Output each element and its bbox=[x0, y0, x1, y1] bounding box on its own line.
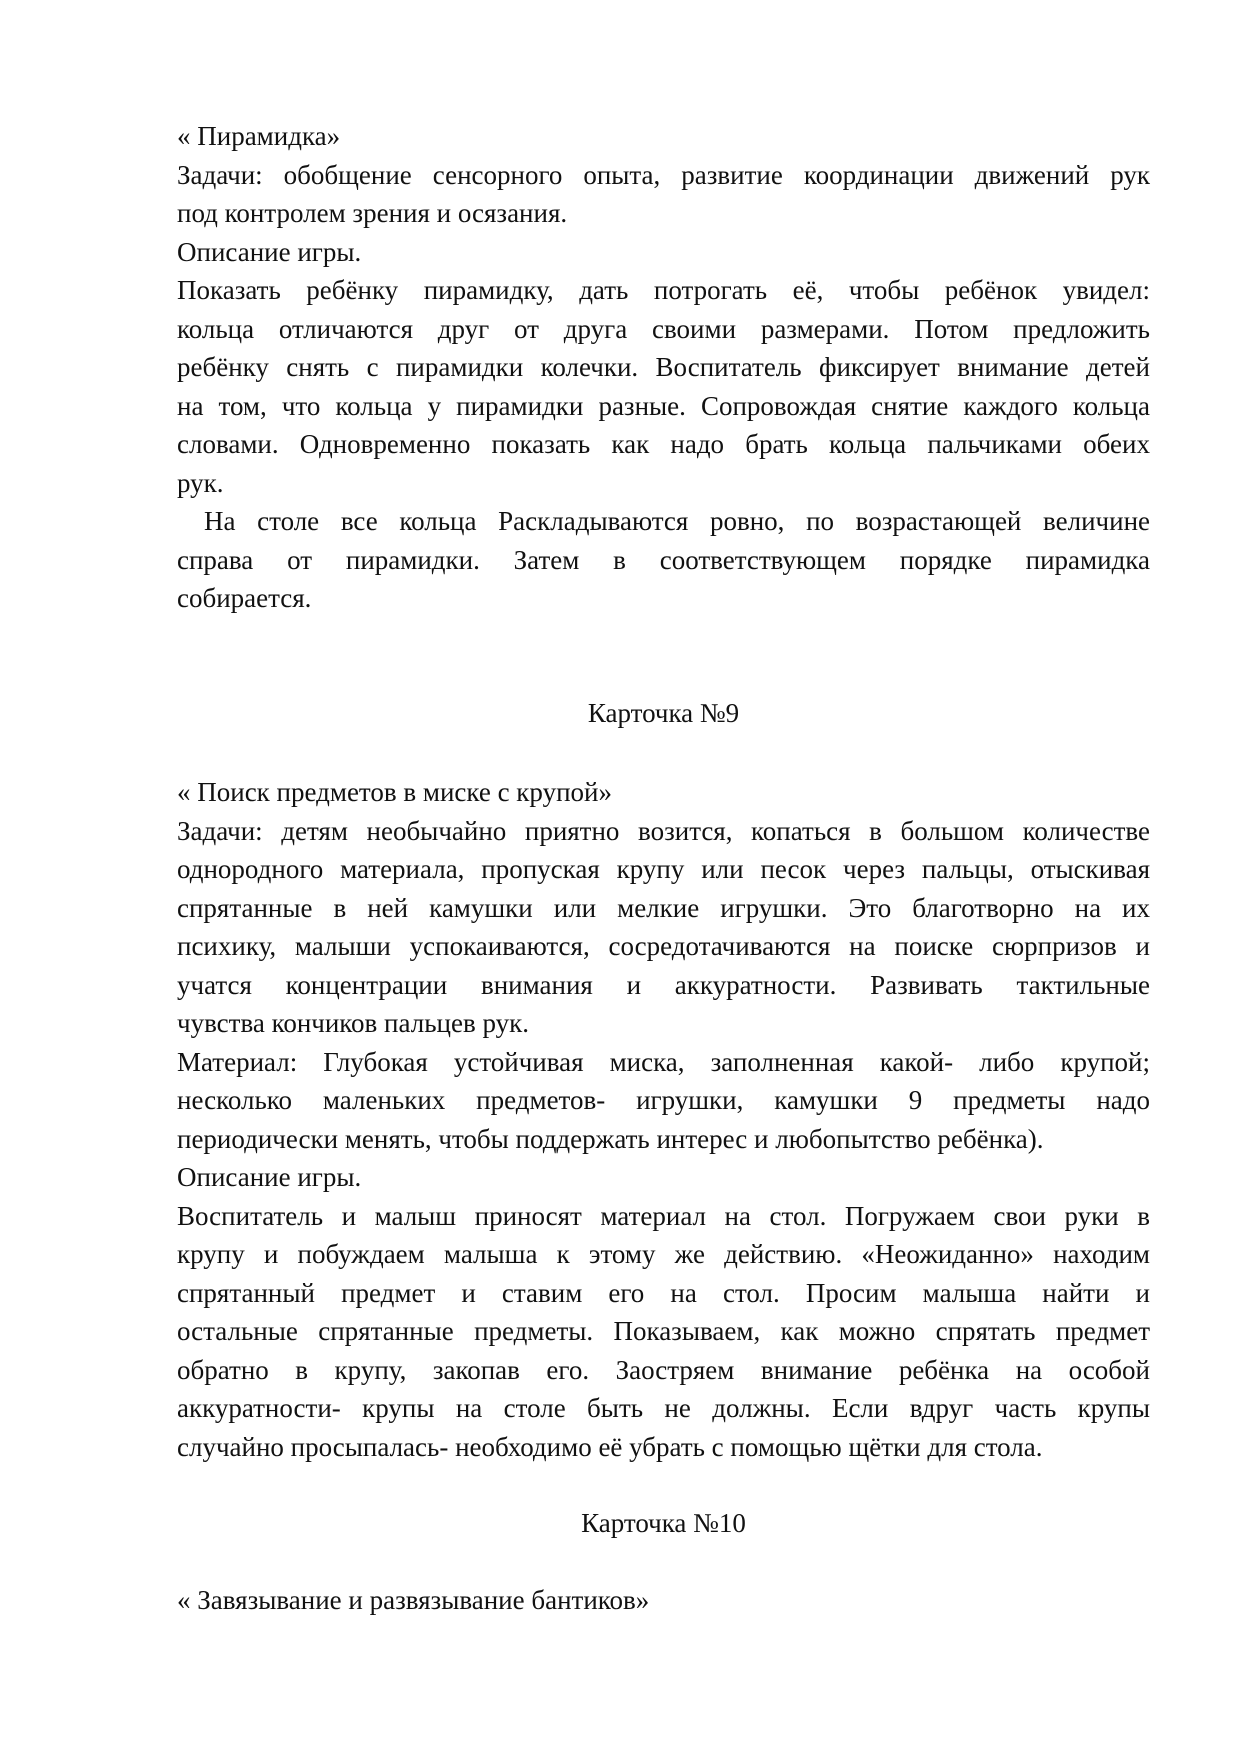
text-line: обратно в крупу, закопав его. Заостряем внимание ребёнка на особой bbox=[177, 1354, 1150, 1385]
card-8-section bbox=[177, 117, 1150, 618]
text-line: На столе все кольца Раскладываются ровно, по возрастающей величине bbox=[204, 506, 1150, 536]
text-line: Задачи: обобщение сенсорного опыта, развитие координации движений рук bbox=[177, 159, 1150, 190]
text-line: ребёнку снять с пирамидки колечки. Воспитатель фиксирует внимание детей bbox=[177, 352, 1150, 382]
text-line: Материал: Глубокая устойчивая миска, заполненная какой- либо крупой; bbox=[177, 1046, 1150, 1077]
card-9-section bbox=[177, 773, 1150, 1466]
text-line: несколько маленьких предметов- игрушки, камушки 9 предметы надо bbox=[177, 1085, 1150, 1115]
card-9-title: « Поиск предметов в миске с крупой» bbox=[177, 777, 612, 807]
card-9-heading: Карточка №9 bbox=[587, 698, 740, 728]
text-line: справа от пирамидки. Затем в соответствующем порядке пирамидка bbox=[177, 544, 1150, 575]
card-8-body bbox=[177, 156, 1150, 618]
text-line: периодически менять, чтобы поддержать интерес и любопытство ребёнка). bbox=[177, 1123, 1044, 1154]
text-line: словами. Одновременно показать как надо брать кольца пальчиками обеих bbox=[177, 429, 1150, 459]
text-line: Задачи: детям необычайно приятно возится, копаться в большом количестве bbox=[177, 815, 1150, 846]
text-line: учатся концентрации внимания и аккуратности. Развивать тактильные bbox=[177, 969, 1150, 1000]
text-line: аккуратности- крупы на столе быть не должны. Если вдруг часть крупы bbox=[177, 1393, 1150, 1423]
card-10-heading: Карточка №10 bbox=[581, 1508, 746, 1538]
text-line: Воспитатель и малыш приносят материал на стол. Погружаем свои руки в bbox=[177, 1200, 1150, 1231]
card-10-section bbox=[177, 1581, 1150, 1620]
text-line: случайно просыпалась- необходимо её убрать с помощью щётки для стола. bbox=[177, 1431, 1043, 1462]
card-9-body bbox=[177, 812, 1150, 1467]
card-10-title: « Завязывание и развязывание бантиков» bbox=[177, 1585, 650, 1615]
text-line: Показать ребёнку пирамидку, дать потрогать её, чтобы ребёнок увидел: bbox=[177, 275, 1150, 305]
text-line: спрятанный предмет и ставим его на стол. Просим малыша найти и bbox=[177, 1277, 1150, 1308]
text-line: на том, что кольца у пирамидки разные. Сопровождая снятие каждого кольца bbox=[177, 390, 1150, 421]
text-line: однородного материала, пропуская крупу или песок через пальцы, отыскивая bbox=[177, 854, 1150, 884]
text-line: рук. bbox=[177, 467, 224, 498]
text-line: чувства кончиков пальцев рук. bbox=[177, 1008, 529, 1038]
text-line: остальные спрятанные предметы. Показываем, как можно спрятать предмет bbox=[177, 1316, 1150, 1346]
text-line: спрятанные в ней камушки или мелкие игрушки. Это благотворно на их bbox=[177, 892, 1150, 923]
card-8-title: « Пирамидка» bbox=[177, 121, 341, 151]
text-line: Описание игры. bbox=[177, 236, 362, 267]
text-line: Описание игры. bbox=[177, 1162, 362, 1192]
text-line: кольца отличаются друг от друга своими размерами. Потом предложить bbox=[177, 313, 1150, 344]
text-line: психику, малыши успокаиваются, сосредотачиваются на поиске сюрпризов и bbox=[177, 931, 1150, 961]
text-line: собирается. bbox=[177, 583, 312, 613]
text-line: крупу и побуждаем малыша к этому же действию. «Неожиданно» находим bbox=[177, 1239, 1150, 1269]
text-line: под контролем зрения и осязания. bbox=[177, 198, 568, 228]
